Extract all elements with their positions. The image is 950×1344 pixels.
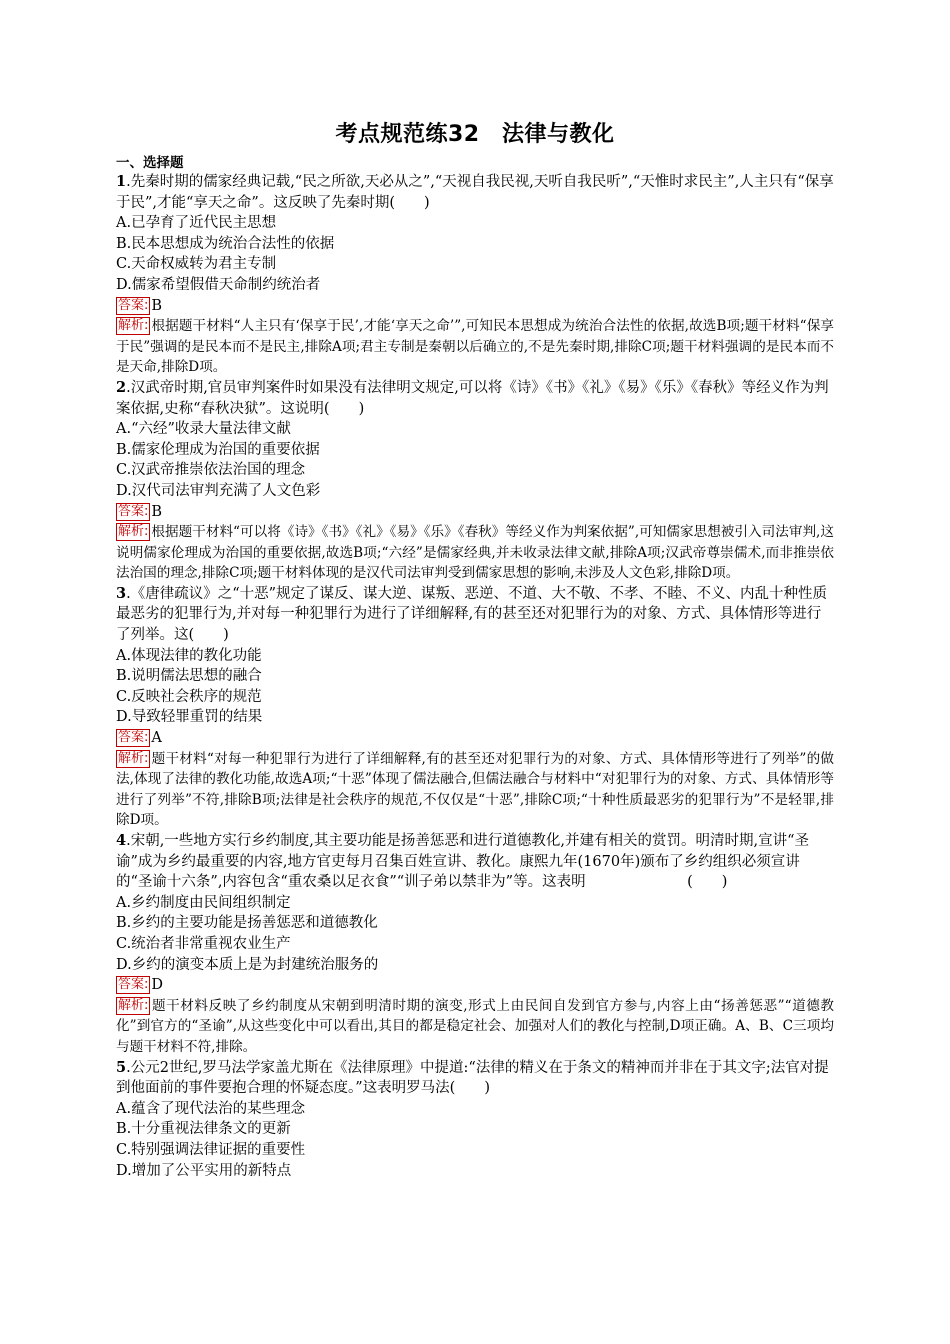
question-5: [116, 1058, 834, 1182]
question-stem: [116, 172, 834, 213]
option-d: D.乡约的演变本质上是为封建统治服务的: [116, 956, 379, 973]
answer-label: 答案:: [118, 977, 149, 993]
analysis-text: 根据题干材料“可以将《诗》《书》《礼》《易》《乐》《春秋》等经义作为判案依据”,可知儒家思想被引入司法审判,这说明儒家伦理成为治国的重要依据,故选B项;“六经”是儒家经典,并未收录法律文献,排除A项;汉武帝尊崇儒术,而非推崇依法治国的理念,排除C项;题干材料体现的是汉代司法审判受到儒家思想的影响,未涉及人文色彩,排除D项。: [116, 524, 834, 582]
option-a: A.体现法律的教化功能: [116, 647, 262, 664]
question-number: 5: [116, 1058, 127, 1076]
analysis-text: 题干材料反映了乡约制度从宋朝到明清时期的演变,形式上由民间自发到官方参与,内容上由“扬善惩恶”“道德教化”到官方的“圣谕”,从这些变化中可以看出,其目的都是稳定社会、加强对人们的教化与控制,D项正确。A、B、C三项均与题干材料不符,排除。: [116, 997, 834, 1055]
option-d: D.导致轻罪重罚的结果: [116, 709, 263, 726]
option-c: C.特别强调法律证据的重要性: [116, 1141, 306, 1158]
answer-label: 答案:: [118, 730, 149, 746]
option-c: C.反映社会秩序的规范: [116, 688, 262, 705]
analysis-label: 解析:: [118, 750, 149, 766]
option-c: C.汉武帝推崇依法治国的理念: [116, 462, 306, 479]
answer-label: 答案:: [118, 503, 149, 519]
analysis-label: 解析:: [118, 997, 149, 1013]
question-4: [116, 831, 834, 1058]
option-b: B.民本思想成为统治合法性的依据: [116, 235, 335, 252]
answer-value: D: [151, 977, 164, 994]
page-title: 考点规范练32 法律与教化: [335, 122, 615, 147]
section-heading: 一、选择题: [116, 155, 184, 171]
analysis-line: [116, 996, 834, 1058]
question-3: [116, 584, 834, 831]
answer-line: [116, 502, 834, 523]
answer-value: B: [151, 503, 163, 520]
answer-line: [116, 728, 834, 749]
answer-value: A: [151, 730, 162, 747]
question-2: [116, 378, 834, 584]
option-a: A.“六经”收录大量法律文献: [116, 421, 291, 438]
question-number: 3: [116, 584, 127, 602]
question-stem: [116, 584, 834, 646]
analysis-text: 题干材料“对每一种犯罪行为进行了详细解释,有的甚至还对犯罪行为的对象、方式、具体情形等进行了列举”的做法,体现了法律的教化功能,故选A项;“十恶”体现了儒法融合,但儒法融合与材料中“对犯罪行为的对象、方式、具体情形等进行了列举”不符,排除B项;法律是社会秩序的规范,不仅仅是“十恶”,排除C项;“十种性质最恶劣的犯罪行为”不是轻罪,排除D项。: [116, 750, 834, 829]
answer-value: B: [151, 297, 163, 314]
question-number: 2: [116, 378, 127, 396]
option-b: B.十分重视法律条文的更新: [116, 1121, 291, 1138]
question-text: .公元2世纪,罗马法学家盖尤斯在《法律原理》中提道:“法律的精义在于条文的精神而并非在于其文字;法官对提到他面前的事件要抱合理的怀疑态度。”这表明罗马法( ): [116, 1059, 829, 1097]
analysis-label: 解析:: [118, 524, 149, 540]
option-c: C.统治者非常重视农业生产: [116, 935, 291, 952]
option-d: D.儒家希望假借天命制约统治者: [116, 276, 321, 293]
option-d: D.汉代司法审判充满了人文色彩: [116, 482, 321, 499]
analysis-line: [116, 749, 834, 831]
question-number: 4: [116, 832, 127, 849]
question-text: .宋朝,一些地方实行乡约制度,其主要功能是扬善惩恶和进行道德教化,并建有相关的赏罚。明清时期,宣讲“圣谕”成为乡约最重要的内容,地方官吏每月召集百姓宣讲、教化。康熙九年(1670年)颁布了乡约组织必须宣讲的“圣谕十六条”,内容包含“重农桑以足衣食”“训子弟以禁非为”等。这表明 ( ): [116, 833, 810, 891]
question-text: .《唐律疏议》之“十恶”规定了谋反、谋大逆、谋叛、恶逆、不道、大不敬、不孝、不睦、不义、内乱十种性质最恶劣的犯罪行为,并对每一种犯罪行为进行了详细解释,有的甚至还对犯罪行为的对象、方式、具体情形等进行了列举。这( ): [116, 585, 828, 644]
option-b: B.乡约的主要功能是扬善惩恶和道德教化: [116, 915, 378, 932]
option-b: B.儒家伦理成为治国的重要依据: [116, 441, 320, 458]
analysis-line: [116, 316, 834, 378]
option-a: A.蕴含了现代法治的某些理念: [116, 1100, 306, 1117]
analysis-line: [116, 522, 834, 584]
question-1: [116, 172, 834, 378]
question-text: .汉武帝时期,官员审判案件时如果没有法律明文规定,可以将《诗》《书》《礼》《易》《乐》《春秋》等经义作为判案依据,史称“春秋决狱”。这说明( ): [116, 379, 829, 417]
option-d: D.增加了公平实用的新特点: [116, 1162, 292, 1179]
answer-line: [116, 975, 834, 996]
option-a: A.已孕育了近代民主思想: [116, 215, 277, 232]
document-page: [116, 120, 834, 1181]
answer-label: 答案:: [118, 297, 149, 313]
question-stem: [116, 378, 834, 419]
option-c: C.天命权威转为君主专制: [116, 256, 277, 273]
question-stem: [116, 1058, 834, 1099]
analysis-text: 根据题干材料“人主只有‘保享于民’,才能‘享天之命’”,可知民本思想成为统治合法性的依据,故选B项;题干材料“保享于民”强调的是民本而不是民主,排除A项;君主专制是秦朝以后确立的,不是先秦时期,排除C项;题干材料强调的是民本而不是天命,排除D项。: [116, 318, 834, 376]
analysis-label: 解析:: [118, 318, 149, 334]
answer-line: [116, 296, 834, 317]
option-a: A.乡约制度由民间组织制定: [116, 894, 291, 911]
question-text: .先秦时期的儒家经典记载,“民之所欲,天必从之”,“天视自我民视,天听自我民听”,“天惟时求民主”,人主只有“保享于民”,才能“享天之命”。这反映了先秦时期( ): [116, 174, 834, 211]
question-number: 1: [116, 173, 127, 190]
option-b: B.说明儒法思想的融合: [116, 668, 262, 685]
question-stem: [116, 831, 834, 893]
